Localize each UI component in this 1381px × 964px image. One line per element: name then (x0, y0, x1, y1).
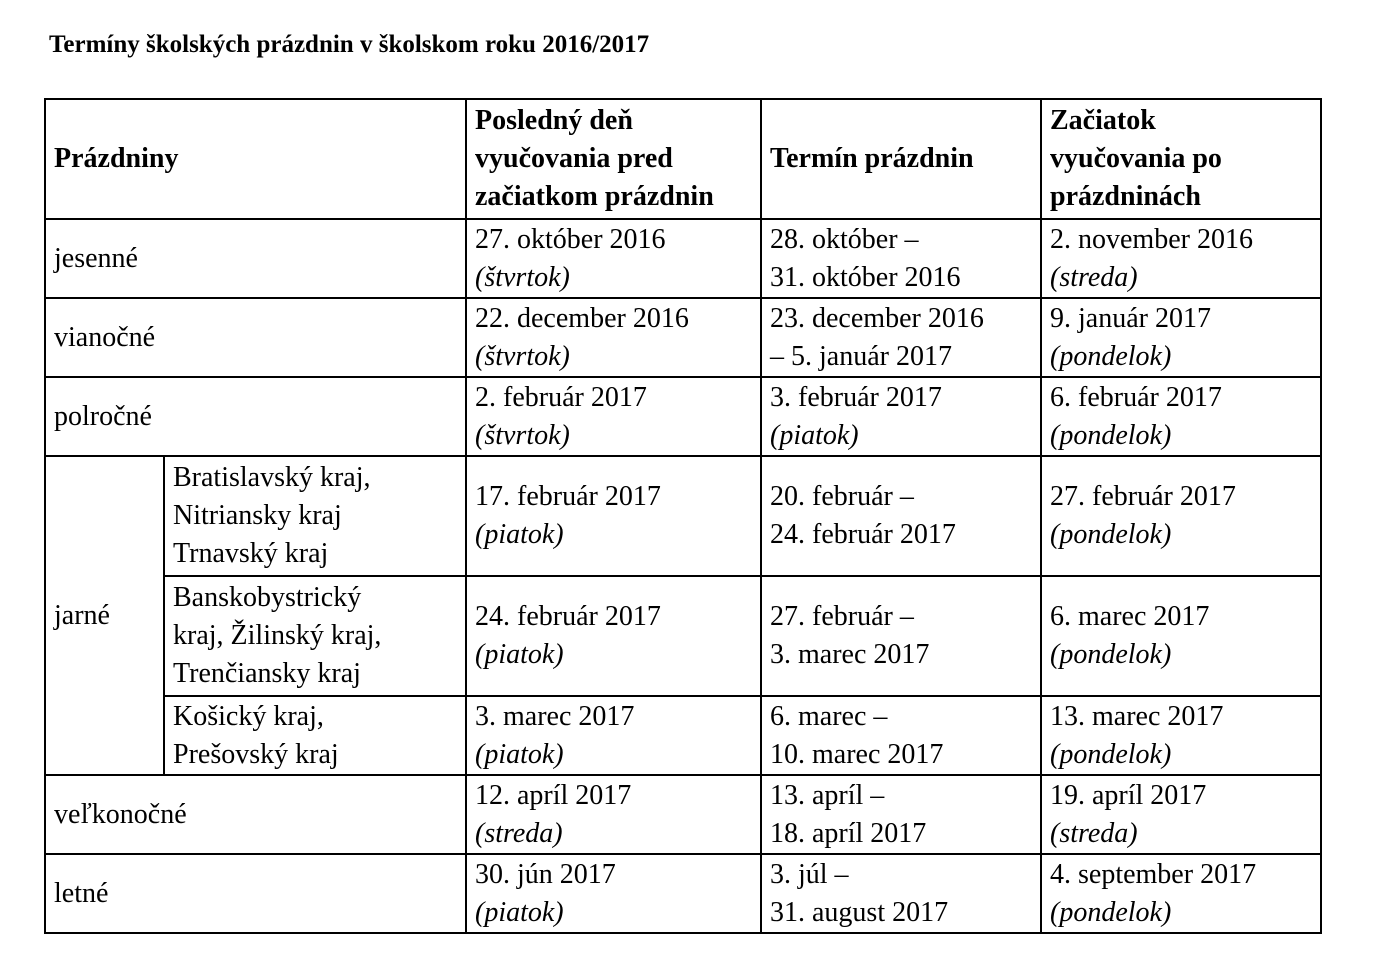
table-header-row (45, 99, 1321, 219)
term-cell: 3. júl – 31. august 2017 (761, 854, 1041, 933)
term-cell: 6. marec – 10. marec 2017 (761, 696, 1041, 775)
term-cell: 3. február 2017 (piatok) (761, 377, 1041, 456)
table-row (45, 456, 1321, 576)
start-cell: 9. január 2017 (pondelok) (1041, 298, 1321, 377)
document-title: Termíny školských prázdnin v školskom roku 2016/2017 (49, 31, 650, 58)
start-cell: 27. február 2017 (pondelok) (1041, 456, 1321, 576)
last-day-cell: 17. február 2017 (piatok) (466, 456, 761, 576)
holiday-name: veľkonočné (45, 775, 466, 854)
start-cell: 19. apríl 2017 (streda) (1041, 775, 1321, 854)
header-holiday: Prázdniny (45, 99, 466, 219)
last-day-cell: 27. október 2016 (štvrtok) (466, 219, 761, 298)
last-day-cell: 3. marec 2017 (piatok) (466, 696, 761, 775)
table-row (45, 298, 1321, 377)
table-row (45, 696, 1321, 775)
region-cell: Košický kraj, Prešovský kraj (164, 696, 466, 775)
holiday-name: letné (45, 854, 466, 933)
start-cell: 13. marec 2017 (pondelok) (1041, 696, 1321, 775)
region-cell: Banskobystrický kraj, Žilinský kraj, Trenčiansky kraj (164, 576, 466, 696)
start-cell: 6. marec 2017 (pondelok) (1041, 576, 1321, 696)
table-row (45, 854, 1321, 933)
term-cell: 23. december 2016 – 5. január 2017 (761, 298, 1041, 377)
holiday-schedule-table (44, 98, 1322, 934)
region-cell: Bratislavský kraj, Nitriansky kraj Trnavský kraj (164, 456, 466, 576)
header-last-day: Posledný deň vyučovania pred začiatkom prázdnin (466, 99, 761, 219)
last-day-cell: 30. jún 2017 (piatok) (466, 854, 761, 933)
start-cell: 6. február 2017 (pondelok) (1041, 377, 1321, 456)
term-cell: 28. október – 31. október 2016 (761, 219, 1041, 298)
holiday-name: jesenné (45, 219, 466, 298)
start-cell: 2. november 2016 (streda) (1041, 219, 1321, 298)
table-row (45, 377, 1321, 456)
last-day-cell: 24. február 2017 (piatok) (466, 576, 761, 696)
holiday-name: vianočné (45, 298, 466, 377)
last-day-cell: 2. február 2017 (štvrtok) (466, 377, 761, 456)
header-start: Začiatok vyučovania po prázdninách (1041, 99, 1321, 219)
table-row (45, 219, 1321, 298)
term-cell: 13. apríl – 18. apríl 2017 (761, 775, 1041, 854)
table-row (45, 576, 1321, 696)
last-day-cell: 12. apríl 2017 (streda) (466, 775, 761, 854)
term-cell: 20. február – 24. február 2017 (761, 456, 1041, 576)
last-day-cell: 22. december 2016 (štvrtok) (466, 298, 761, 377)
header-term: Termín prázdnin (761, 99, 1041, 219)
table-row (45, 775, 1321, 854)
holiday-name: jarné (45, 456, 164, 775)
holiday-name: polročné (45, 377, 466, 456)
start-cell: 4. september 2017 (pondelok) (1041, 854, 1321, 933)
term-cell: 27. február – 3. marec 2017 (761, 576, 1041, 696)
